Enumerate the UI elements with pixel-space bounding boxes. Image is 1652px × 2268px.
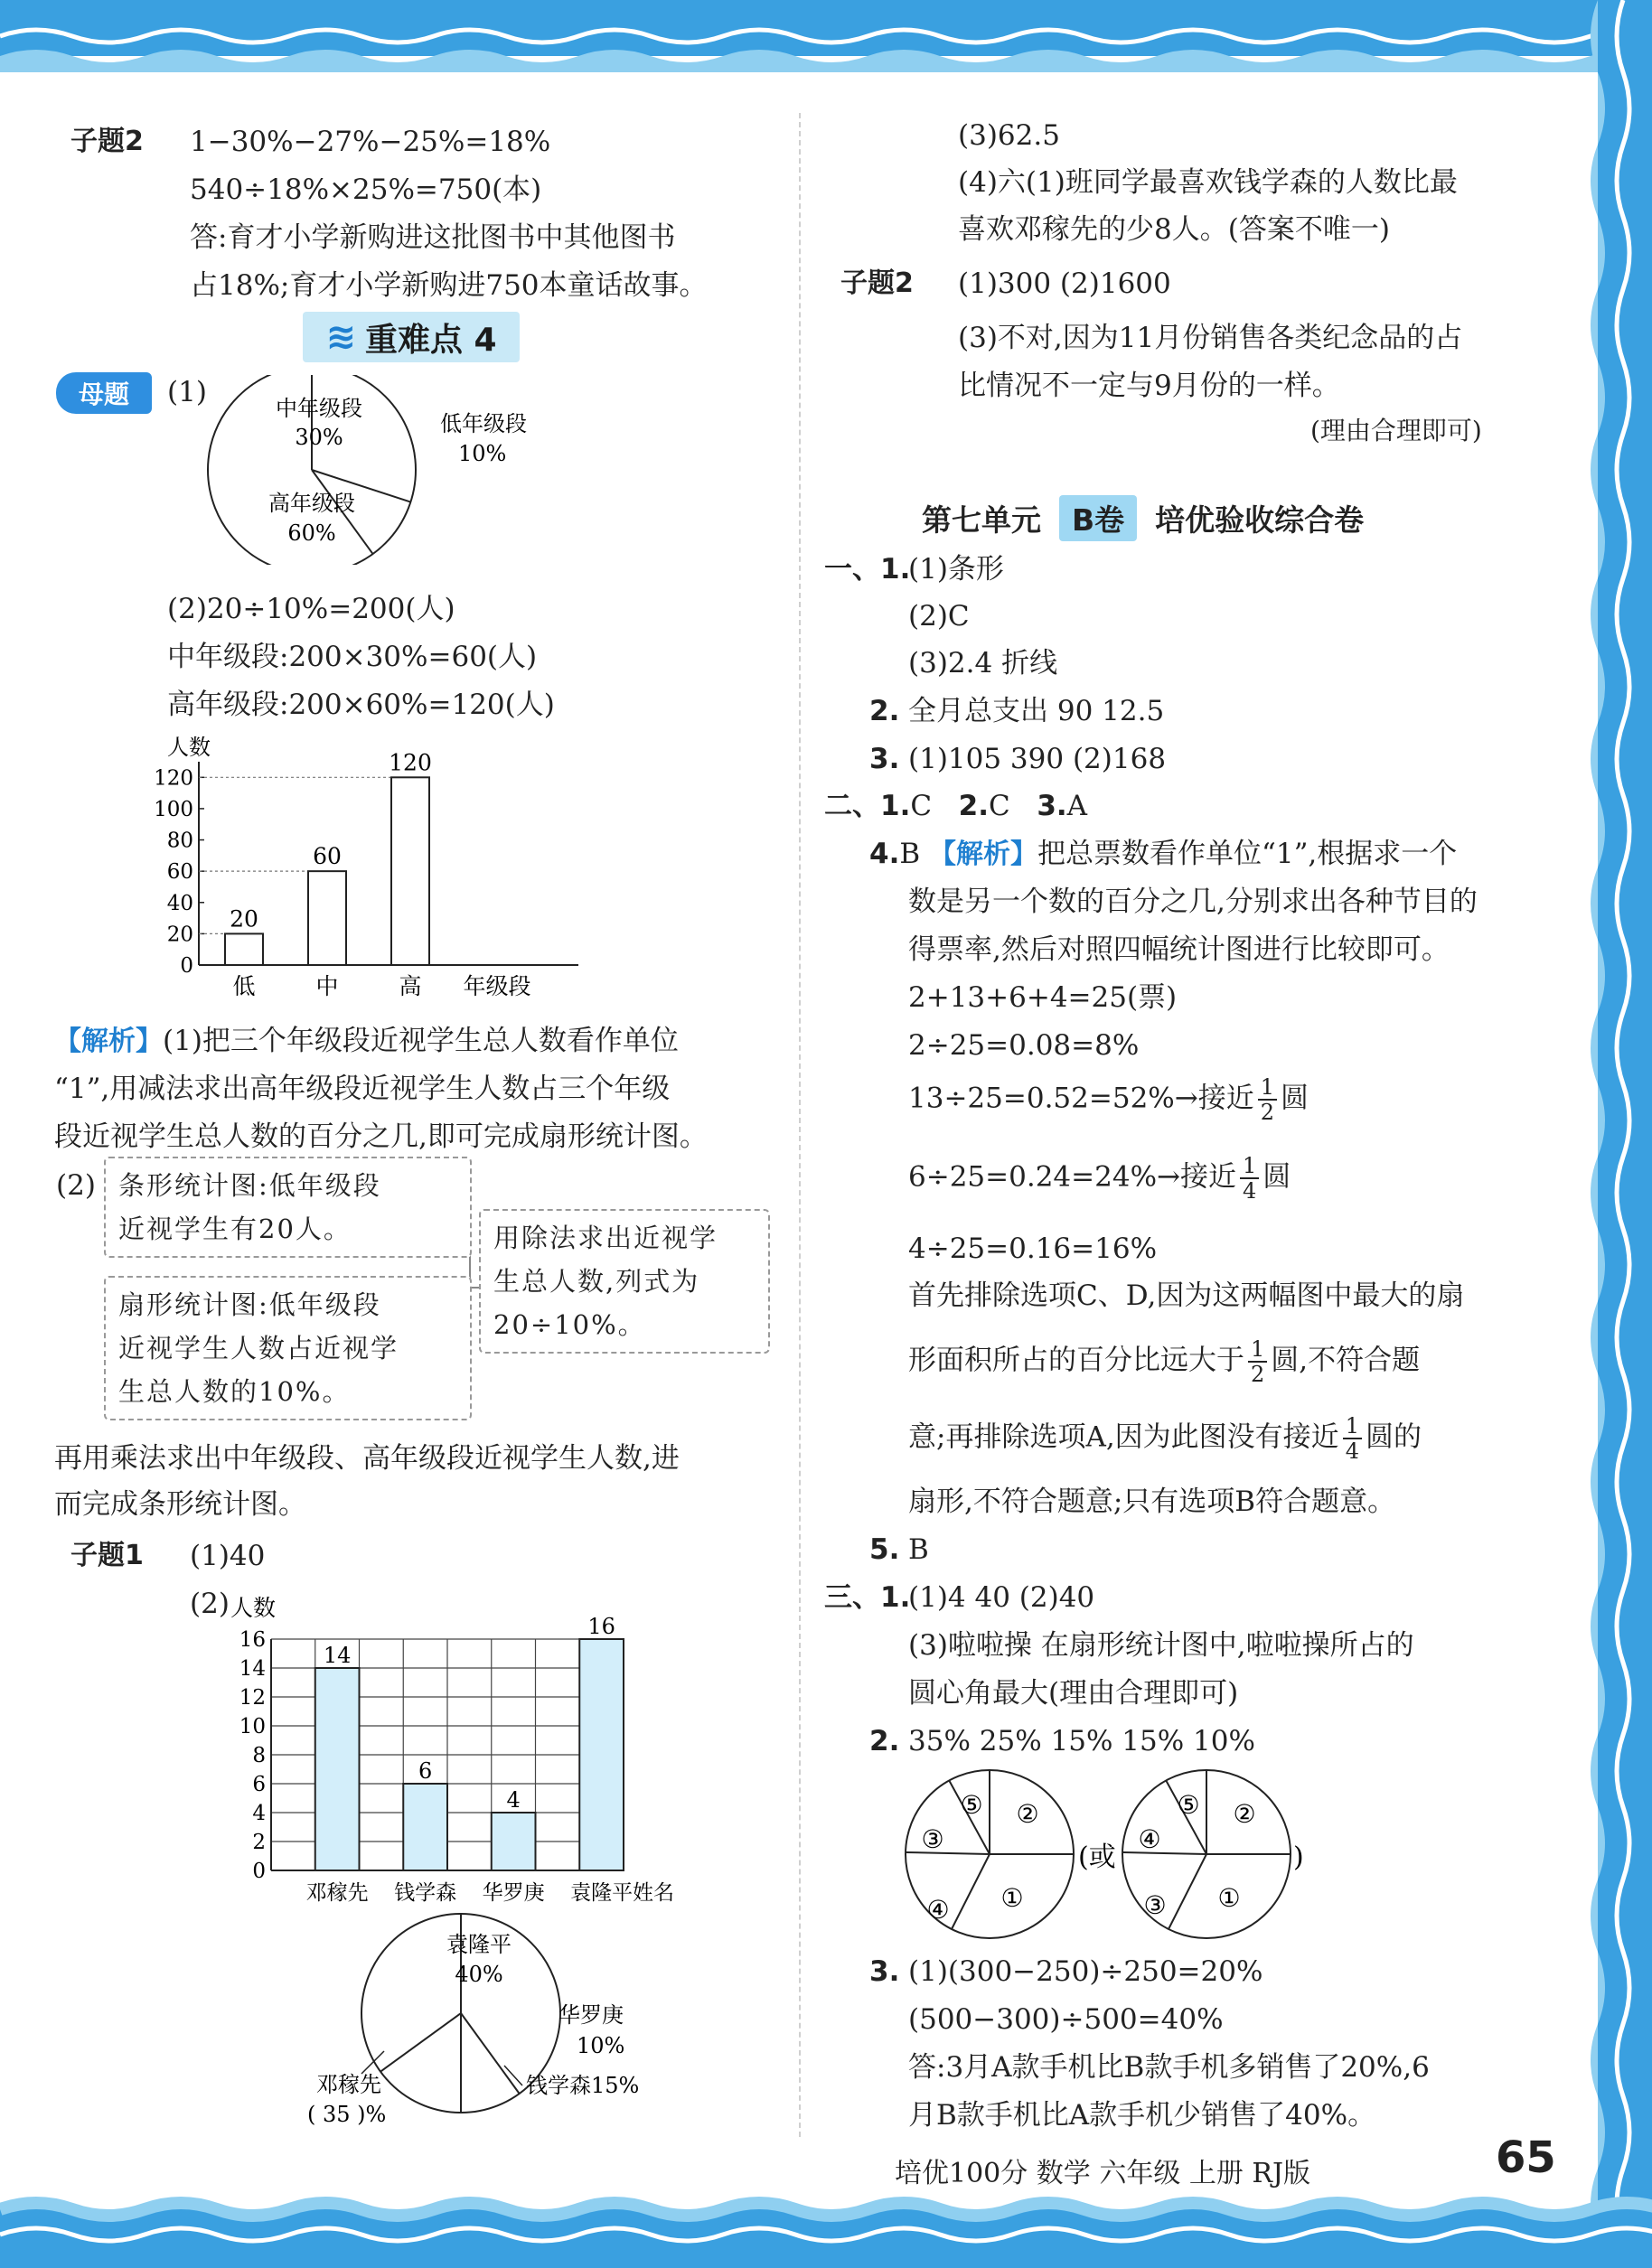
box-text: 20÷10%。 (493, 1309, 646, 1340)
text: 意;再排除选项A,因为此图没有接近 (908, 1420, 1339, 1454)
close-paren: ) (1293, 1842, 1304, 1873)
analysis-text: 把总票数看作单位“1”,根据求一个 (1037, 838, 1458, 870)
answer: B (899, 838, 921, 870)
section-number: 二、1. (824, 790, 911, 822)
pie-slice-boundary (380, 2013, 461, 2072)
sector-number: ⑤ (1177, 1790, 1200, 1820)
calc-text: 圆 (1262, 1160, 1291, 1194)
pie-value: 钱学森15% (526, 2073, 640, 2098)
text-line: (1)40 (190, 1540, 266, 1572)
answer: A (1066, 790, 1088, 822)
y-tick-label: 20 (166, 923, 193, 947)
scientist-pie-chart (298, 1907, 678, 2128)
text: 形面积所占的百分比远大于 (908, 1344, 1244, 1377)
banner-title: 重难点 4 (364, 321, 497, 359)
analysis-box-division (479, 1209, 770, 1354)
x-tick-label: 钱学森 (394, 1881, 457, 1905)
column-divider (799, 113, 801, 2137)
bar (579, 1639, 624, 1870)
text-line: (1)条形 (908, 553, 1004, 586)
analysis-box-pie (104, 1276, 472, 1420)
sector-number: ④ (1138, 1824, 1161, 1854)
scientist-bar-chart (230, 1590, 718, 1911)
sector-number: ② (1233, 1799, 1256, 1829)
mother-question-badge: 母题 (56, 372, 152, 414)
text-line: (3)不对,因为11月份销售各类纪念品的占 (958, 322, 1463, 354)
box-text: 扇形统计图:低年级段 (118, 1289, 381, 1320)
text-line: (2)20÷10%=200(人) (167, 593, 455, 625)
subquestion-1-label: 子题1 (70, 1540, 144, 1571)
question-number: 3. (1037, 790, 1067, 822)
y-tick-label: 40 (166, 891, 193, 915)
question-number: 3. (869, 743, 900, 775)
bar-value-label: 6 (418, 1758, 433, 1784)
text-line: (1)4 40 (2)40 (908, 1581, 1095, 1614)
text-line (908, 1075, 1309, 1124)
analysis-box-bar (104, 1157, 472, 1258)
question-number: 5. (869, 1533, 900, 1566)
text-line: 全月总支出 90 12.5 (908, 695, 1165, 727)
text-line: (4)六(1)班同学最喜欢钱学森的人数比最 (958, 166, 1458, 199)
pie-value: 30% (295, 425, 343, 450)
text-line: (2) (190, 1588, 230, 1620)
text-line: 得票率,然后对照四幅统计图进行比较即可。 (908, 933, 1450, 966)
text-line: 2+13+6+4=25(票) (908, 981, 1178, 1014)
box-text: 生总人数,列式为 (493, 1266, 700, 1297)
box-text: 近视学生人数占近视学 (118, 1333, 399, 1364)
text-line: B (908, 1533, 929, 1566)
numerator: 1 (1248, 1337, 1267, 1363)
text-line: (500−300)÷500=40% (908, 2003, 1224, 2036)
box-text: 用除法求出近视学 (493, 1223, 718, 1253)
bar-value-label: 4 (506, 1787, 521, 1813)
pie-value: 10% (458, 441, 507, 466)
x-tick-label: 高 (399, 973, 422, 999)
text: 圆,不符合题 (1271, 1344, 1421, 1377)
unit-title (922, 495, 1364, 541)
y-tick-label: 0 (180, 954, 193, 978)
y-tick-label: 10 (239, 1715, 266, 1738)
text-line: 比情况不一定与9月份的一样。 (958, 370, 1340, 402)
or-text: (或 (1078, 1842, 1116, 1873)
text-line (908, 1154, 1291, 1203)
x-tick-label: 华罗庚 (482, 1881, 545, 1905)
box-text: 条形统计图:低年级段 (118, 1170, 381, 1201)
x-axis-label: 姓名 (633, 1881, 674, 1905)
box-text: 生总人数的10%。 (118, 1376, 351, 1407)
text-line: 再用乘法求出中年级段、高年级段近视学生人数,进 (54, 1442, 680, 1475)
fraction (1258, 1075, 1277, 1124)
denominator: 4 (1243, 1178, 1257, 1204)
key-point-banner (303, 312, 520, 362)
x-axis-label: 年级段 (463, 973, 531, 999)
bar (492, 1813, 536, 1870)
text-line: “1”,用减法求出高年级段近视学生人数占三个年级 (54, 1073, 671, 1105)
y-tick-label: 6 (252, 1773, 266, 1796)
fraction (1343, 1414, 1362, 1463)
volume-badge: B卷 (1059, 495, 1137, 541)
y-tick-label: 4 (252, 1802, 266, 1825)
subquestion-2-label: 子题2 (70, 126, 144, 157)
text: 圆的 (1365, 1420, 1422, 1454)
x-tick-label: 中 (315, 973, 339, 999)
pie-label: 华罗庚 (558, 2002, 624, 2028)
footer-text: 培优100分 数学 六年级 上册 RJ版 (895, 2158, 1311, 2189)
pie-label: 低年级段 (440, 411, 527, 436)
bottom-wave-border (0, 2164, 1652, 2268)
analysis-tag: 【解析】 (929, 839, 1037, 870)
text-line: (1)(300−250)÷250=20% (908, 1955, 1263, 1988)
pie-value: ( 35 )% (307, 2102, 387, 2127)
y-tick-label: 0 (252, 1860, 266, 1883)
box-text: 近视学生有20人。 (118, 1214, 352, 1244)
pie-label: 高年级段 (268, 491, 355, 516)
text-line: 中年级段:200×30%=60(人) (167, 641, 538, 673)
text-line: 圆心角最大(理由合理即可) (908, 1677, 1239, 1710)
analysis-tag: 【解析】 (54, 1026, 163, 1057)
x-tick-label: 低 (232, 973, 256, 999)
y-tick-label: 80 (166, 829, 193, 853)
y-tick-label: 14 (239, 1657, 266, 1681)
text-line: 数是另一个数的百分之几,分别求出各种节目的 (908, 886, 1478, 918)
pie-slice-boundary (461, 2013, 520, 2094)
text-line: 占18%;育才小学新购进750本童话故事。 (190, 269, 708, 302)
answer-pies (899, 1767, 1333, 1947)
question-number: 3. (869, 1955, 900, 1988)
answer: C (989, 790, 1010, 822)
text-line: (1)300 (2)1600 (958, 267, 1171, 300)
text-line: 月B款手机比A款手机少销售了40%。 (908, 2099, 1376, 2132)
text-line: (3)啦啦操 在扇形统计图中,啦啦操所占的 (908, 1629, 1414, 1662)
pie-value: 40% (455, 1962, 503, 1987)
text-line: (3)2.4 折线 (908, 647, 1058, 679)
x-tick-label: 邓稼先 (305, 1881, 369, 1905)
question-number: 4. (869, 838, 900, 870)
bar-value-label: 120 (389, 749, 432, 776)
text-line (908, 1414, 1422, 1463)
numerator: 1 (1258, 1075, 1277, 1101)
sector-number: ① (1000, 1883, 1024, 1913)
text-line: 35% 25% 15% 15% 10% (908, 1725, 1255, 1757)
calc-text: 13÷25=0.52=52%→接近 (908, 1082, 1254, 1115)
text-line (869, 834, 1457, 875)
sector-number: ③ (921, 1824, 944, 1854)
text-line (54, 1021, 679, 1062)
text-line: (3)62.5 (958, 119, 1060, 152)
answer: C (910, 790, 933, 822)
text-line: (理由合理即可) (1310, 416, 1482, 445)
fraction (1248, 1337, 1267, 1386)
bar-value-label: 14 (323, 1643, 352, 1668)
page-number: 65 (1496, 2132, 1556, 2183)
text-line: (2) (56, 1169, 96, 1202)
subquestion-2-label: 子题2 (840, 267, 914, 299)
y-tick-label: 2 (252, 1831, 266, 1854)
sector-number: ④ (926, 1895, 950, 1925)
sector-number: ① (1217, 1883, 1241, 1913)
text-line: 喜欢邓稼先的少8人。(答案不唯一) (958, 213, 1390, 246)
text-line: (1)105 390 (2)168 (908, 743, 1167, 775)
denominator: 2 (1251, 1362, 1265, 1387)
text-line: 答:育才小学新购进这批图书中其他图书 (190, 221, 676, 254)
pie-value: 10% (577, 2033, 625, 2058)
text-line (824, 786, 1087, 826)
grade-pie-chart (203, 375, 556, 565)
text-line: 540÷18%×25%=750(本) (190, 173, 542, 206)
sector-number: ② (1016, 1799, 1039, 1829)
bar (308, 871, 346, 965)
sector-number: ③ (1143, 1890, 1167, 1920)
denominator: 4 (1345, 1439, 1359, 1464)
y-tick-label: 12 (239, 1686, 266, 1710)
y-tick-label: 60 (166, 860, 193, 885)
bar (225, 933, 263, 965)
bar-value-label: 20 (230, 905, 258, 933)
wave-icon: ≋ (325, 316, 356, 358)
y-tick-label: 100 (154, 797, 193, 821)
calc-text: 圆 (1281, 1082, 1309, 1115)
pie-value: 60% (287, 520, 336, 546)
numerator: 1 (1343, 1414, 1362, 1439)
section-number: 一、1. (824, 553, 911, 586)
y-tick-label: 16 (239, 1628, 266, 1652)
denominator: 2 (1260, 1100, 1274, 1125)
pie-label: 邓稼先 (316, 2072, 381, 2097)
sector-number: ⑤ (960, 1790, 983, 1820)
text-line: 而完成条形统计图。 (54, 1488, 306, 1521)
fraction (1240, 1154, 1259, 1203)
unit-subtitle: 培优验收综合卷 (1155, 502, 1365, 538)
text-line: (2)C (908, 600, 970, 633)
y-axis-label: 人数 (167, 735, 211, 760)
numerator: 1 (1240, 1154, 1259, 1179)
calc-text: 6÷25=0.24=24%→接近 (908, 1160, 1236, 1194)
pie-label: 袁隆平 (446, 1932, 512, 1957)
text-line (908, 1337, 1420, 1386)
question-number: 2. (869, 695, 900, 727)
pie-label: 中年级段 (276, 396, 362, 421)
text-line: 4÷25=0.16=16% (908, 1232, 1158, 1265)
x-tick-label: 袁隆平 (570, 1881, 634, 1905)
y-axis-label: 人数 (230, 1595, 277, 1621)
text-line: 首先排除选项C、D,因为这两幅图中最大的扇 (908, 1279, 1465, 1312)
bar-value-label: 16 (587, 1614, 615, 1639)
unit-name: 第七单元 (922, 502, 1041, 538)
text-line: 高年级段:200×60%=120(人) (167, 689, 555, 721)
text-line: 扇形,不符合题意;只有选项B符合题意。 (908, 1485, 1396, 1518)
y-tick-label: 8 (252, 1744, 266, 1767)
bar (403, 1784, 447, 1870)
right-wave-border (1571, 0, 1652, 2268)
question-number: 2. (869, 1725, 900, 1757)
bar (391, 777, 429, 965)
text-line: (1) (167, 376, 207, 408)
text-line: 1−30%−27%−25%=18% (190, 126, 551, 158)
text-line: 答:3月A款手机比B款手机多销售了20%,6 (908, 2051, 1430, 2084)
analysis-text: (1)把三个年级段近视学生总人数看作单位 (163, 1025, 679, 1057)
text-line: 段近视学生总人数的百分之几,即可完成扇形统计图。 (54, 1120, 708, 1153)
grade-bar-chart (154, 732, 605, 1012)
question-number: 2. (958, 790, 990, 822)
section-number: 三、1. (824, 1581, 911, 1614)
text-line: 2÷25=0.08=8% (908, 1029, 1140, 1062)
y-tick-label: 120 (154, 766, 193, 791)
bar-value-label: 60 (313, 843, 342, 870)
bar (315, 1668, 360, 1870)
top-wave-border (0, 0, 1652, 99)
